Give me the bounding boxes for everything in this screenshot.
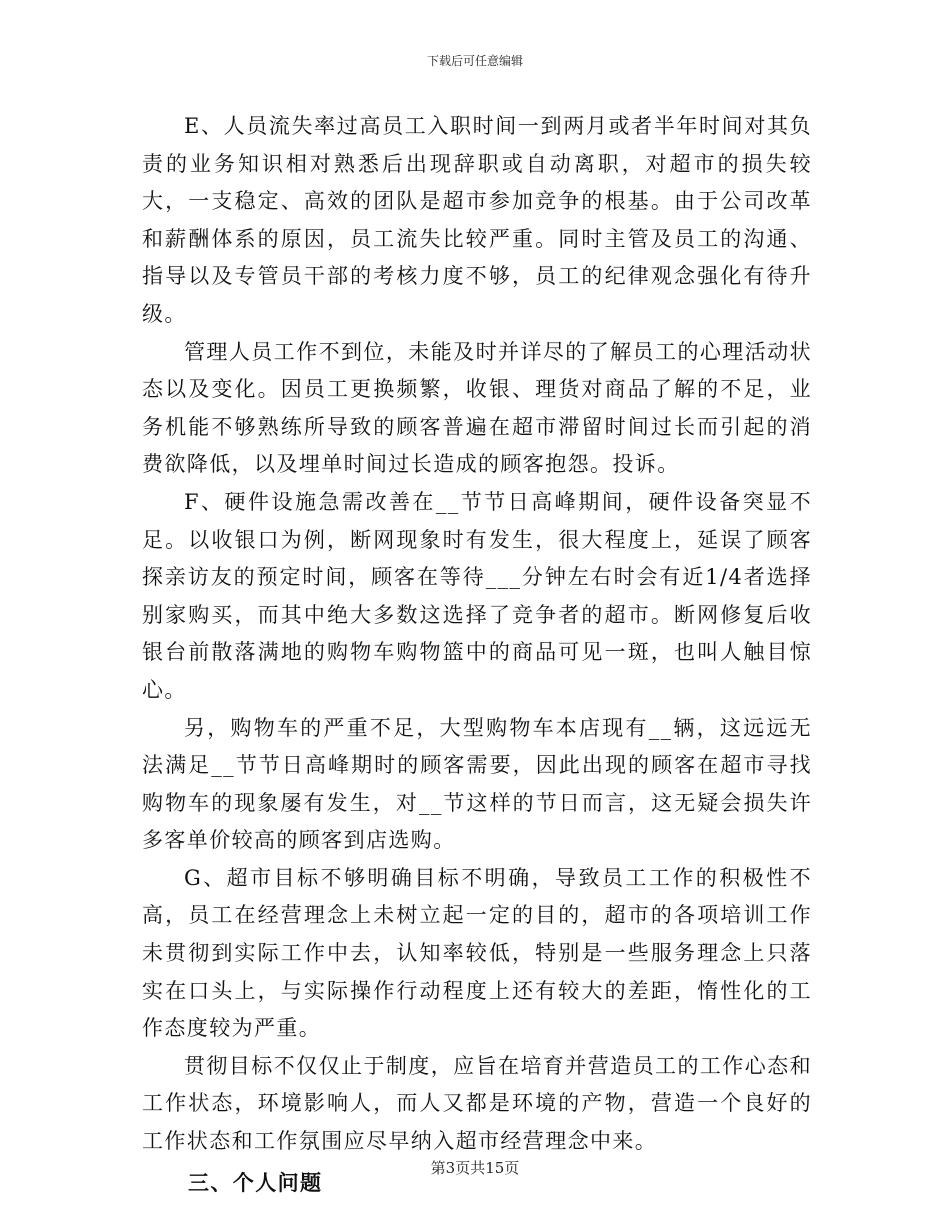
paragraph-goals: G、超市目标不够明确目标不明确，导致员工工作的积极性不高，员工在经营理念上未树立起一定的目的，超市的各项培训工作未贯彻到实际工作中去，认知率较低，特别是一些服务理念上只落实在口头上，与实际操作行动程度上还有较大的差距，惰性化的工作态度较为严重。 (142, 865, 812, 1041)
document-body (142, 108, 812, 1205)
paragraph-staff-turnover: E、人员流失率过高员工入职时间一到两月或者半年时间对其负责的业务知识相对熟悉后出现辞职或自动离职，对超市的损失较大，一支稳定、高效的团队是超市参加竞争的根基。由于公司改革和薪酬体系的原因，员工流失比较严重。同时主管及员工的沟通、指导以及专管员干部的考核力度不够，员工的纪律观念强化有待升级。 (142, 114, 812, 326)
paragraph-shopping-carts: 另，购物车的严重不足，大型购物车本店现有__辆，这远远无法满足__节节日高峰期时的顾客需要，因此出现的顾客在超市寻找购物车的现象屡有发生，对__节这样的节日而言，这无疑会损失许多客单价较高的顾客到店选购。 (142, 715, 812, 853)
paragraph-hardware: F、硬件设施急需改善在__节节日高峰期间，硬件设备突显不足。以收银口为例，断网现象时有发生，很大程度上，延误了顾客探亲访友的预定时间，顾客在等待___分钟左右时会有近1/4者选择别家购买，而其中绝大多数这选择了竞争者的超市。断网修复后收银台前散落满地的购物车购物篮中的商品可见一斑，也叫人触目惊心。 (142, 489, 812, 702)
paragraph-implementation: 贯彻目标不仅仅止于制度，应旨在培育并营造员工的工作心态和工作状态，环境影响人，而人又都是环境的产物，营造一个良好的工作状态和工作氛围应尽早纳入超市经营理念中来。 (142, 1053, 812, 1154)
paragraph-management: 管理人员工作不到位，未能及时并详尽的了解员工的心理活动状态以及变化。因员工更换频繁，收银、理货对商品了解的不足，业务机能不够熟练所导致的顾客普遍在超市滞留时间过长而引起的消费欲降低，以及埋单时间过长造成的顾客抱怨。投诉。 (142, 339, 812, 477)
page-number: 第3页共15页 (430, 1159, 520, 1177)
header-note: 下载后可任意编辑 (426, 54, 523, 68)
section-heading: 三、个人问题 (188, 1169, 323, 1195)
